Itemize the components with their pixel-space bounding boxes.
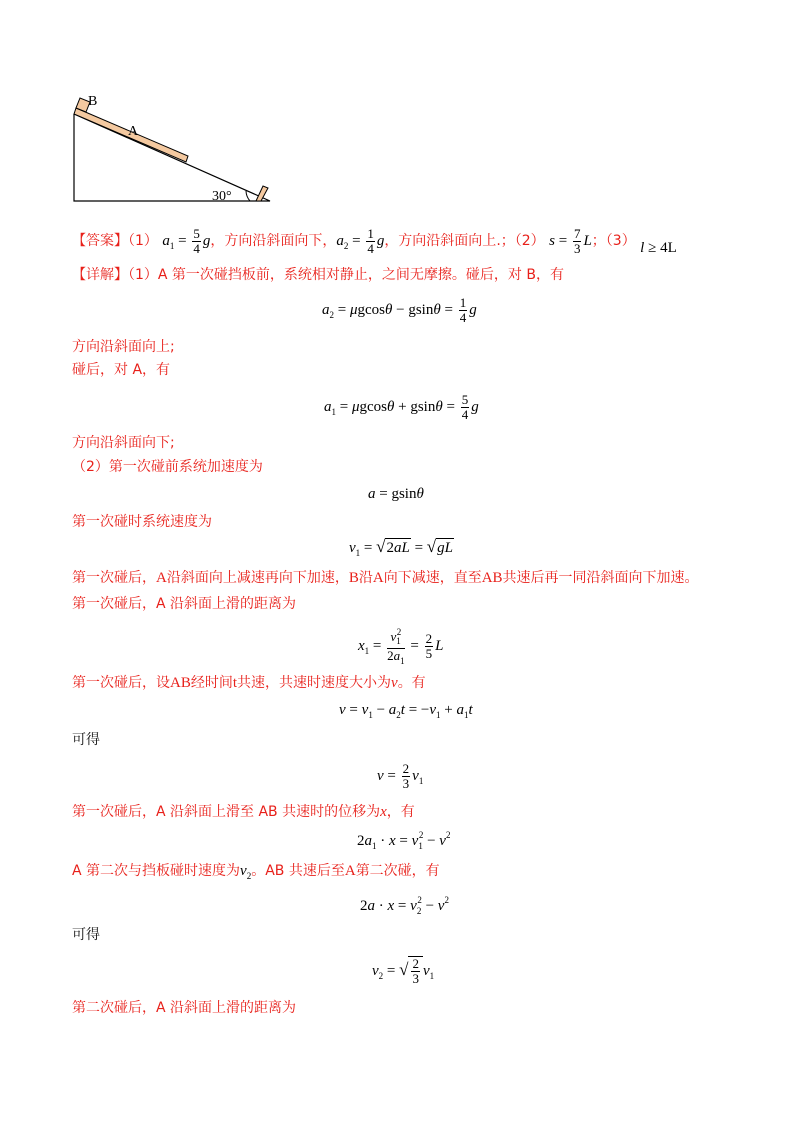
answer-dot: . — [496, 232, 501, 249]
detail-set-t-b: 经时间 — [190, 675, 233, 691]
eq-v: $v = v_1 - a_2t = -v_1 + a_1t$ — [339, 702, 473, 720]
sym-a-2: A — [372, 570, 384, 586]
detail-disp — [72, 803, 415, 821]
detail-intro-text: （1）A 第一次碰挡板前，系统相对静止，之间无摩擦。碰后，对 B，有 — [128, 267, 564, 283]
sym-ab-2: AB — [170, 675, 191, 691]
sym-x: x — [380, 804, 387, 820]
detail-get2: 可得 — [72, 927, 100, 943]
eq-a2: $a_2 = \mu gcos\theta - gsin\theta$ = $\frac{1}{4}$ g — [322, 295, 477, 325]
sym-a-1: A — [156, 570, 167, 586]
eq-a1: $a_1 = \mu gcos\theta + gsin\theta$ = $\frac{5}{4}$ g — [324, 392, 479, 422]
answer-sep1: ； — [500, 232, 515, 249]
detail-after1-d: 向下减速，直至 — [383, 570, 482, 586]
eq-x1: $x_1$ = $\frac{v_1^2}{2a_1}$ = $\frac{2}{5}$ L — [358, 627, 444, 666]
detail-after1-b: 沿斜面向上减速再向下加速， — [166, 570, 349, 586]
answer-part3-label: （3） — [605, 232, 636, 249]
answer-part1-label: （1） — [128, 232, 158, 249]
detail-after1-a: 第一次碰后， — [72, 570, 156, 586]
detail-down: 方向沿斜面向下; — [72, 435, 175, 451]
sym-b-1: B — [348, 570, 359, 586]
sym-v2: $v_2$ — [240, 863, 252, 881]
answer-line — [72, 227, 677, 256]
detail-slide: 第一次碰后，A 沿斜面上滑的距离为 — [72, 596, 297, 612]
detail-slide2: 第二次碰后，A 沿斜面上滑的距离为 — [72, 1000, 297, 1016]
answer-sep2: ； — [591, 232, 606, 249]
sym-v: v — [391, 675, 398, 691]
detail-get1: 可得 — [72, 732, 100, 748]
label-a: A — [128, 124, 139, 139]
detail-disp-b: ，有 — [386, 804, 415, 820]
detail-set-t-a: 第一次碰后，设 — [72, 675, 170, 691]
answer-a2-formula: $a_2$ = $\frac{1}{4}$ g — [336, 226, 385, 256]
detail-second-b: 。AB 共速后至 — [251, 863, 345, 879]
answer-tag: 【答案】 — [72, 232, 128, 249]
eq-v1: $v_1 = √2aL = √gL$ — [349, 537, 453, 558]
answer-l-formula: l ≥ 4L — [640, 239, 677, 256]
detail-tag: 【详解】 — [72, 267, 128, 283]
eq-a: a = gsinθ — [368, 486, 424, 502]
detail-second — [72, 862, 440, 885]
eq-2a1x: $2a_1 \cdot x = v_1^2 - v^2$ — [357, 830, 451, 851]
detail-part2: （2）第一次碰前系统加速度为 — [72, 459, 263, 475]
label-b: B — [88, 94, 98, 109]
detail-after1 — [72, 569, 699, 587]
detail-set-t — [72, 674, 426, 692]
answer-part2-label: （2） — [514, 232, 545, 249]
detail-v1-intro: 第一次碰时系统速度为 — [72, 514, 212, 530]
answer-s-formula: s = $\frac{7}{3}$ L — [549, 226, 592, 256]
detail-after1-e: 共速后再一同沿斜面向下加速。 — [502, 570, 699, 586]
detail-second-a: A 第二次与挡板碰时速度为 — [72, 863, 241, 879]
answer-a1-formula: $a_1$ = $\frac{5}{4}$ g — [162, 226, 211, 256]
detail-set-t-c: 共速，共速时速度大小为 — [237, 675, 392, 691]
label-angle: 30° — [212, 189, 232, 204]
incline-figure — [60, 88, 280, 208]
sym-ab-1: AB — [481, 570, 503, 586]
detail-after1-c: 沿 — [358, 570, 373, 586]
detail-up: 方向沿斜面向上; — [72, 339, 175, 355]
eq-2ax: $2a \cdot x = v_2^2 - v^2$ — [360, 895, 449, 916]
answer-a2-direction: ，方向沿斜面向上 — [384, 232, 497, 249]
answer-a1-direction: ，方向沿斜面向下， — [210, 232, 337, 249]
detail-disp-a: 第一次碰后，A 沿斜面上滑至 AB 共速时的位移为 — [72, 804, 381, 820]
sym-t: t — [232, 675, 238, 691]
eq-v2: $v_2$ = √ $\frac{2}{3}$ $v_1$ — [372, 956, 435, 986]
sym-a-3: A — [344, 863, 356, 879]
detail-set-t-d: 。有 — [397, 675, 426, 691]
eq-v-result: v = $\frac{2}{3}$ $v_1$ — [377, 761, 424, 791]
detail-second-c: 第二次碰，有 — [355, 863, 440, 879]
detail-after: 碰后，对 A，有 — [72, 362, 171, 378]
detail-intro — [72, 266, 564, 284]
